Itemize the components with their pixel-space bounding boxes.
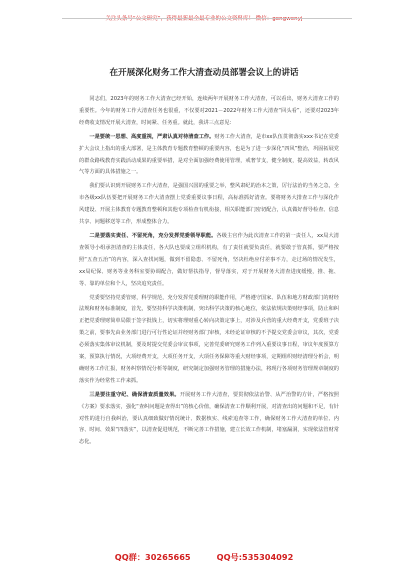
section-1-heading: 一是要统一思想、高度重视，严肃认真对待清查工作。 (89, 133, 215, 140)
paragraph-section-1-cont: 我们要认识到开展财务工作大清查，是强国兴国的重要之举，整风肃纪的治本之策，厉行法治的当务之急，全市各级xx队伍要把开展财务工作大清查摆上党委重要议事日程，高标准抓好清查。要将财务大排查工作与深化作风建设、开展主体教育专题教育整顿和其他专项检查有机衔接，相关职能部门密切配合，认真做好督导检查、信息共享、问题移送等工作，形成整体合力。 (79, 183, 339, 226)
footer-contact (0, 545, 408, 564)
document-title: 在开展深化财务工作大清查动员部署会议上的讲话 (109, 68, 299, 78)
paragraph-intro: 同志们，2023年的财务工作大清查已经开始，连续两年开展财务工作大清查，可以看出，财务大清查工作的重要性。今年的财务工作大清查任务也很重，不仅要对2021－2022年财务工作大清查“回头看”，还要对2023年经费收支情况开展大清查，时间紧、任务重。就此，我讲三点意见： (79, 96, 339, 126)
paragraph-section-3 (79, 390, 339, 450)
header-promo (0, 5, 408, 24)
section-2-text: 各级主官作为此次清查工作的第一责任人，xx局大清查领导小组承担清查的主体责任，各大队也要成立组织机构，有了责任就要负责任，就要敢于管真抓，要严格按照“五查五治”的内容，深入查找问题，做到不留隐患、不留死角，坚决杜绝应付差事不力，走过场的情况发生，xx局纪保、财务等业务科室要协调配合，做好帮扶指导，督导落实，对于开展财务大清查进度缓慢，推、拖、等、靠的单位和个人，坚决追究责任。 (79, 232, 339, 287)
paragraph-section-2 (79, 231, 339, 291)
header-promo-text: 关注头条号“公文研究”，获得最新最全最专业的公文资料库！ 微信：gongwenyj (105, 16, 303, 22)
footer-qq-group: QQ群：30265665 (114, 552, 191, 562)
section-1-text: 财务工作大清查，是市xx队伍贯彻落实xxx书记在党委扩大会议上指出的重大部署，是主体教育专题教育整顿的重要内容，也是为了进一步深化“四风”整治，巩固拓展党的群众路线教育实践活动成果的重要举措，是对全面加强经费使用管理，戒奢节支，健全制度，提高效益，转改风气等方面的具体措施之一。 (79, 133, 339, 176)
section-3-text: 开展财务工作大清查，要贯彻依法治警、从严治警的方针，严格按照《方案》要求落实，强化“查纠问题是查得出”的核心价值，确保清查工作顺利开展，对清查出的问题和不足，有针对性的进行自我纠治，要认真细致做好情况统计、数据核实、线索追查等工作，确保财务工作大清查的单位、内容、时间、效果“四落实”，以清查促进规范，不断完善工作措施，建立长效工作机制，堵塞漏洞，实现依法管财常态化。 (79, 391, 339, 446)
paragraph-section-2-cont: 党委要坚持党委管财，科学规范，充分发挥党委理财的职能作用，严格遵守国家、队伍和地方财政部门的财经法规和财务标准制度，首先，要坚持科学决策机制，突出科学决策的核心地位，依法依规决策财经事项，防止和纠正把党委理财简单局限于签字批钱上，切实将理财重心转向决策定事上，对涉及兵营的重大经费开支，党委班子决策之前，要事先由业务部门进行可行性论证并经财务部门审核，未经论证审核的不予提交党委会审议，其次，党委必须落实集体审议机制，要及时提交党委会审议事项，完善党委研究财务工作列入重要议事日程，审议年度预算方案，预算执行情况，大项经费开支，大项任务开支，大项任务保障等重大财经事项，定期组织财经清理分析会，明确财务工作汇报，财务纠察情况分析等制度，研究制定加强财务管理的措施办法，将现行各项财务管理规章制度的落实作为经常性工作来抓。 (79, 294, 339, 384)
header-divider (62, 18, 352, 19)
section-2-heading: 二是要落实责任、不留死角，充分发挥党委领导职能。 (89, 232, 217, 239)
footer-qq: QQ号:535304092 (216, 552, 294, 562)
document-body (79, 94, 339, 451)
paragraph-section-1 (79, 132, 339, 180)
section-3-heading: 三是要注重守纪、确保清查质量效果。 (89, 391, 180, 398)
